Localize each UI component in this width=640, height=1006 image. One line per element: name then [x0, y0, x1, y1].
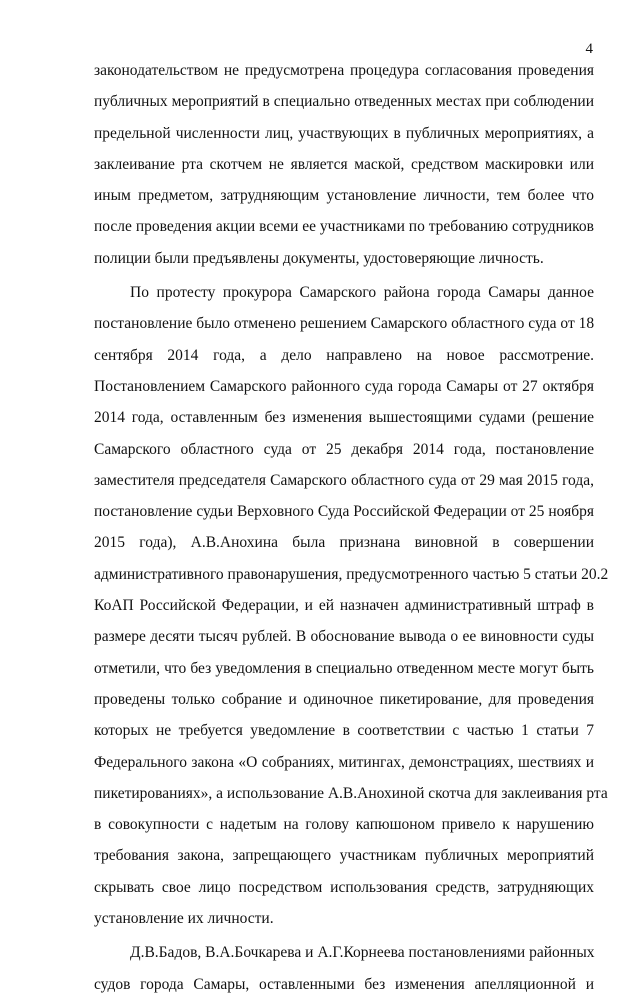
text-line: пикетированиях», а использование А.В.Анохиной скотча для заклеивания рта — [94, 784, 608, 802]
text-line: Федерального закона «О собраниях, митингах, демонстрациях, шествиях и — [94, 753, 594, 771]
text-line: публичных мероприятий в специально отведенных местах при соблюдении — [94, 93, 594, 111]
text-line: Самарского областного суда от 25 декабря 2014 года, постановление — [94, 440, 594, 458]
text-line: 2015 года), А.В.Анохина была признана виновной в совершении — [94, 534, 594, 552]
text-line: иным предметом, затрудняющим установление личности, тем более что — [94, 187, 594, 205]
text-line: проведены только собрание и одиночное пикетирование, для проведения — [94, 690, 594, 708]
text-line: установление их личности. — [94, 910, 274, 928]
text-line: административного правонарушения, предусмотренного частью 5 статьи 20.2 — [94, 565, 609, 583]
text-line: полиции были предъявлены документы, удостоверяющие личность. — [94, 249, 544, 267]
text-line: Д.В.Бадов, В.А.Бочкарева и А.Г.Корнеева постановлениями районных — [130, 944, 595, 962]
paragraph-3 — [94, 943, 594, 1006]
document-body — [94, 61, 609, 1006]
text-line: постановление судьи Верховного Суда Российской Федерации от 25 ноября — [94, 503, 594, 521]
text-line: По протесту прокурора Самарского района города Самары данное — [130, 284, 594, 302]
text-line: законодательством не предусмотрена процедура согласования проведения — [94, 62, 594, 79]
text-line: требования закона, запрещающего участникам публичных мероприятий — [94, 847, 594, 865]
text-line: отметили, что без уведомления в специально отведенном месте могут быть — [94, 659, 594, 677]
text-line: заместителя председателя Самарского областного суда от 29 мая 2015 года, — [94, 471, 594, 489]
text-line: сентября 2014 года, а дело направлено на новое рассмотрение. — [94, 346, 594, 364]
text-line: после проведения акции всеми ее участниками по требованию сотрудников — [94, 218, 594, 236]
page-number: 4 — [585, 41, 593, 57]
text-line: Постановлением Самарского районного суда города Самары от 27 октября — [94, 377, 594, 395]
text-line: в совокупности с надетым на голову капюшоном привело к нарушению — [94, 816, 594, 834]
text-line: размере десяти тысяч рублей. В обоснование вывода о ее виновности суды — [94, 628, 594, 646]
text-line: постановление было отменено решением Самарского областного суда от 18 — [94, 315, 595, 333]
text-line: КоАП Российской Федерации, и ей назначен административный штраф в — [94, 597, 594, 615]
text-line: заклеивание рта скотчем не является маской, средством маскировки или — [94, 155, 594, 173]
text-line: 2014 года, оставленным без изменения вышестоящими судами (решение — [94, 409, 594, 427]
text-line: скрывать свое лицо посредством использования средств, затрудняющих — [94, 878, 594, 896]
text-line: предельной численности лиц, участвующих в публичных мероприятиях, а — [94, 124, 594, 142]
paragraph-2 — [94, 283, 609, 940]
text-line: которых не требуется уведомление в соответствии с частью 1 статьи 7 — [94, 722, 594, 740]
paragraph-1 — [94, 61, 594, 280]
text-line: судов города Самары, оставленными без изменения апелляционной и — [94, 975, 594, 993]
